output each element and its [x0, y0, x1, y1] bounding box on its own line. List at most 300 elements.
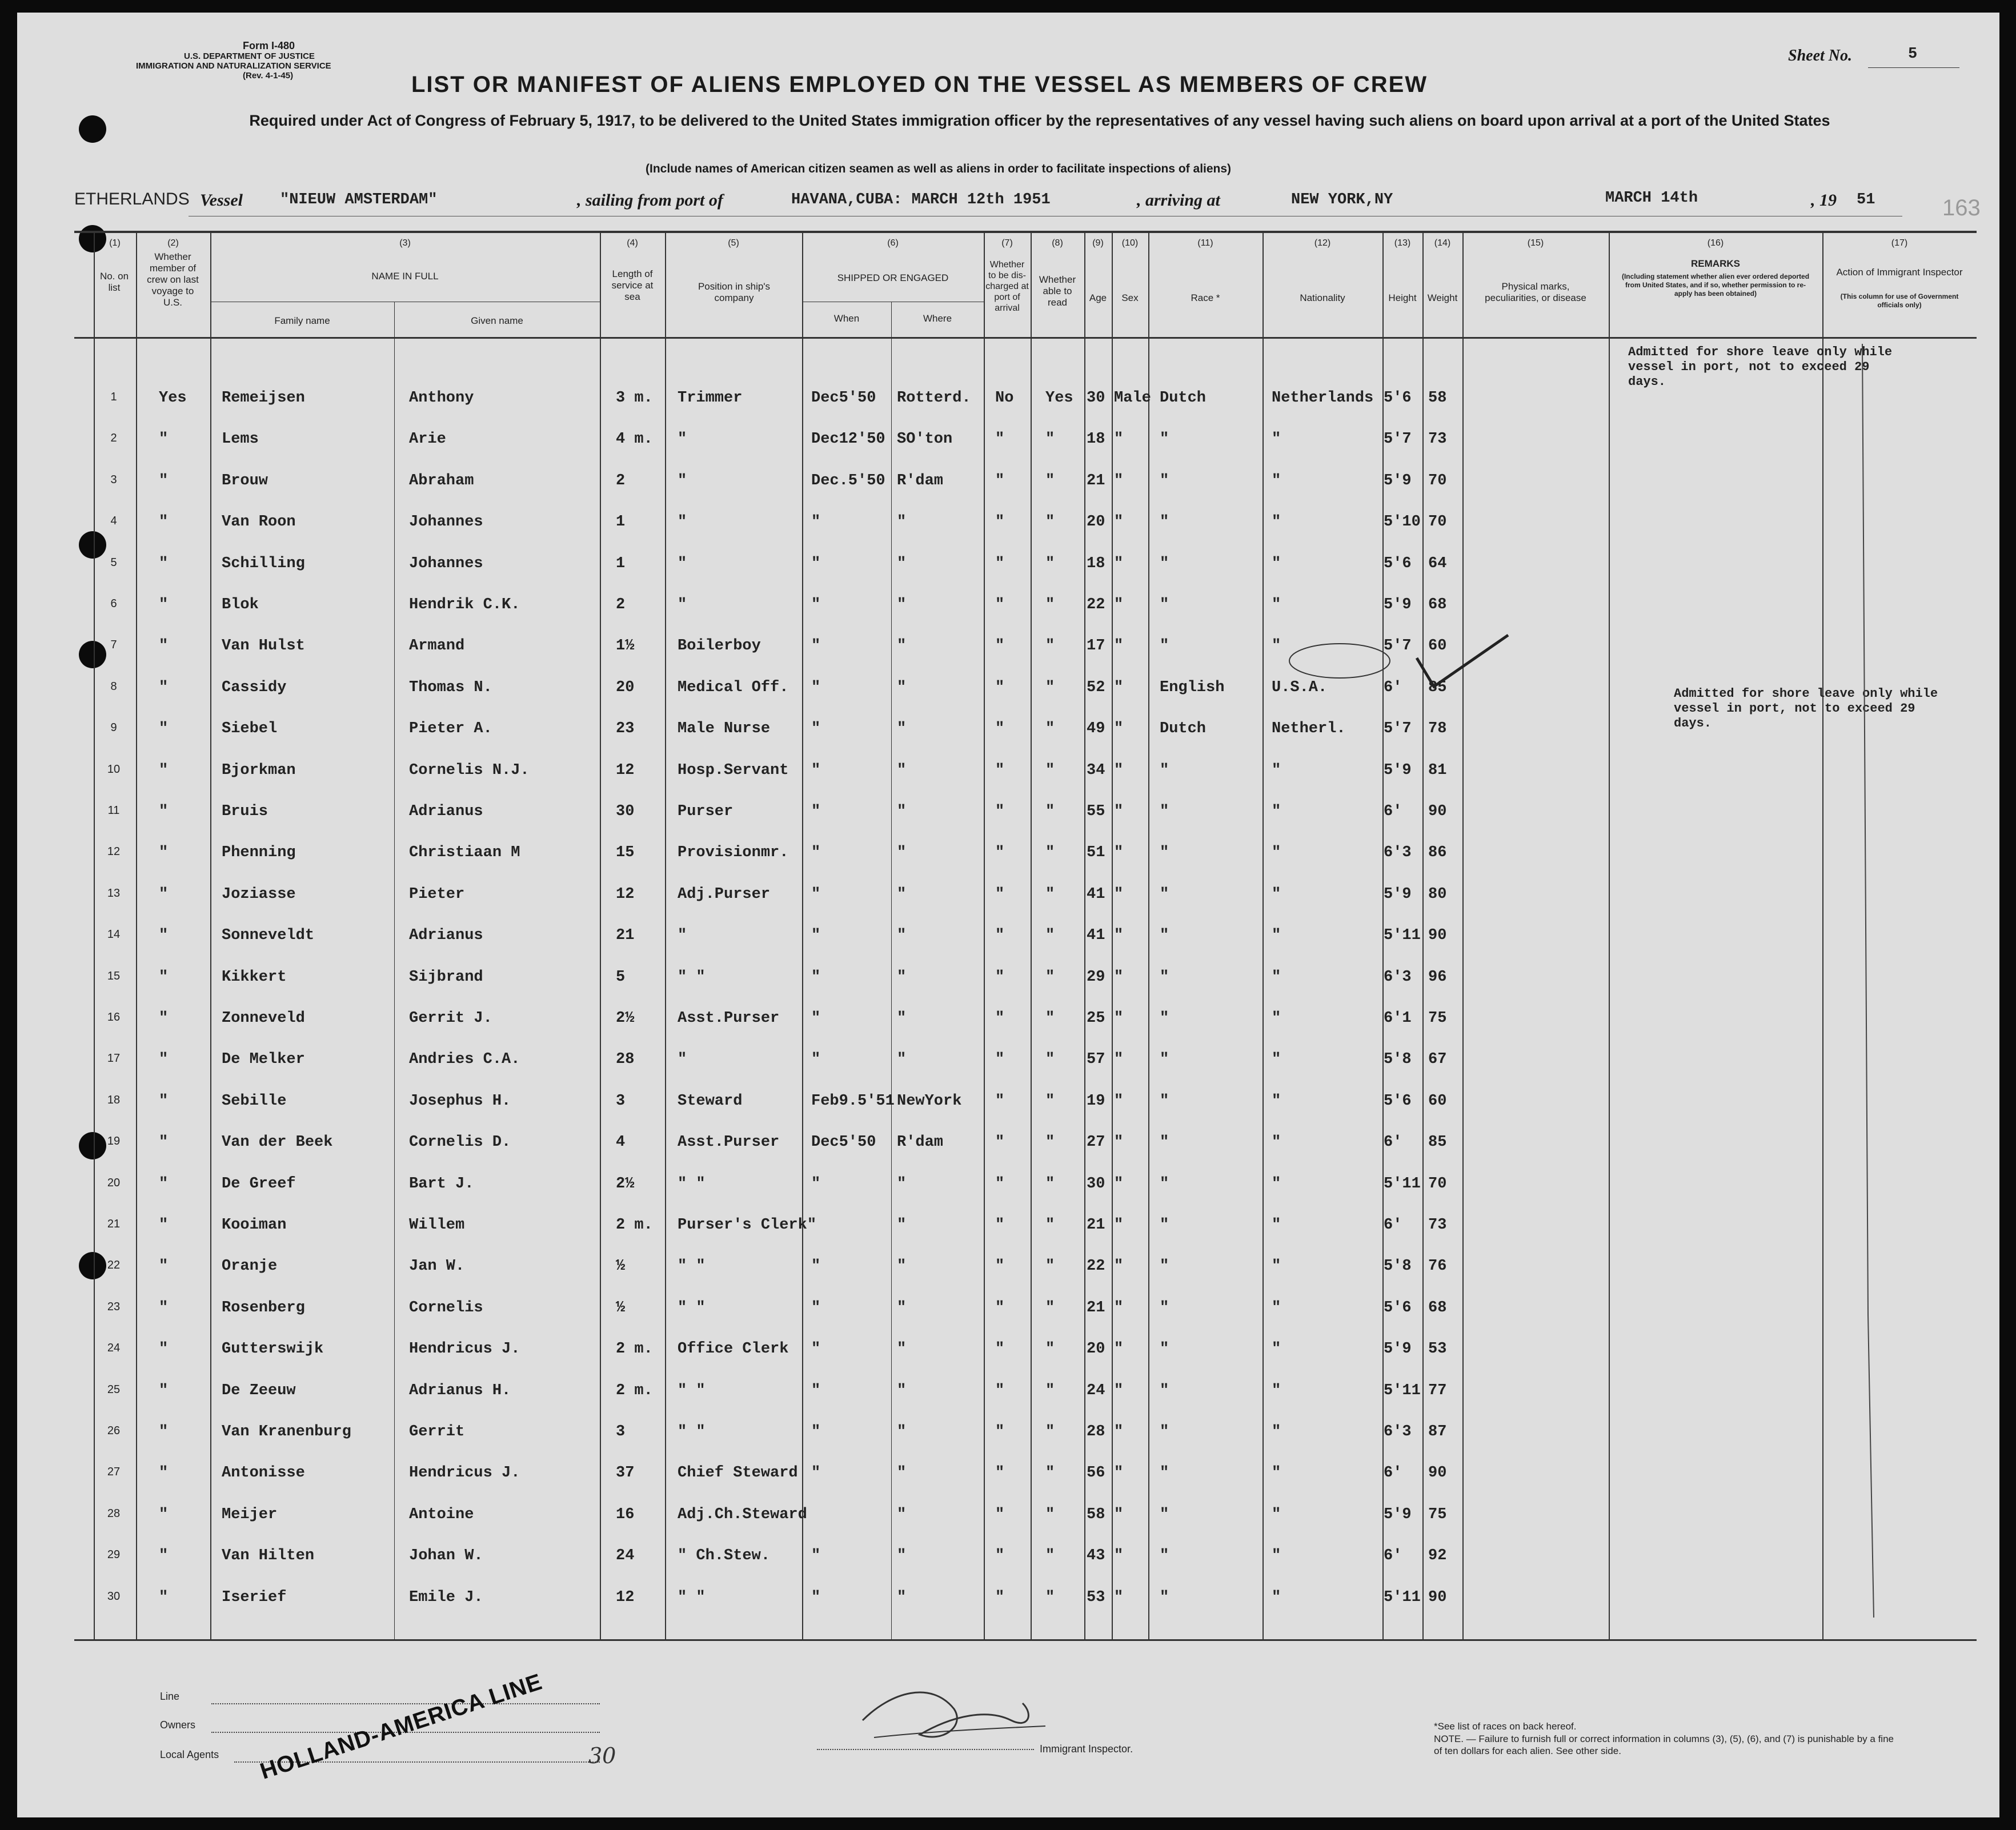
row-number: 15: [107, 970, 121, 982]
cell-when: ": [811, 927, 821, 944]
cell-age: 18: [1087, 431, 1105, 448]
vessel-name: "NIEUW AMSTERDAM": [280, 191, 438, 208]
cell-family: Sebille: [222, 1093, 287, 1110]
cell-crew: ": [159, 1423, 169, 1440]
cell-read: ": [1045, 1506, 1055, 1523]
cell-race: ": [1160, 1010, 1169, 1027]
col-head-name: NAME IN FULL: [371, 271, 439, 282]
cell-family: De Zeeuw: [222, 1382, 296, 1399]
col-head-weight: Weight: [1427, 292, 1458, 303]
cell-where: ": [897, 679, 907, 696]
cell-position: " ": [678, 1382, 706, 1399]
cell-age: 20: [1087, 1341, 1105, 1358]
cell-disch: ": [995, 1051, 1005, 1068]
cell-position: " ": [678, 1175, 706, 1193]
col-head-position: Position in ship's company: [698, 281, 771, 303]
cell-crew: ": [159, 1464, 169, 1482]
manifest-sheet: [17, 13, 1999, 1817]
cell-weight: 78: [1428, 720, 1447, 737]
cell-family: Zonneveld: [222, 1010, 305, 1027]
cell-given: Cornelis: [409, 1299, 483, 1317]
cell-family: Remeijsen: [222, 390, 305, 407]
cell-sex: ": [1114, 886, 1124, 903]
cell-disch: ": [995, 844, 1005, 861]
arrival-date: MARCH 14th: [1605, 190, 1698, 207]
cell-family: Kooiman: [222, 1217, 287, 1234]
cell-position: Steward: [678, 1093, 743, 1110]
cell-crew: ": [159, 762, 169, 779]
cell-given: Hendricus J.: [409, 1341, 520, 1358]
cell-where: ": [897, 1423, 907, 1440]
cell-when: ": [811, 1382, 821, 1399]
cell-position: Office Clerk: [678, 1341, 789, 1358]
cell-crew: ": [159, 555, 169, 572]
cell-where: ": [897, 1382, 907, 1399]
inspector-signature: [840, 1669, 1080, 1755]
cell-given: Adrianus H.: [409, 1382, 511, 1399]
cell-nat: ": [1272, 1051, 1281, 1068]
cell-read: Yes: [1045, 390, 1073, 407]
cell-sex: ": [1114, 679, 1124, 696]
arriving-at: NEW YORK,NY: [1291, 191, 1393, 208]
col-num-10: (10): [1121, 238, 1139, 248]
cell-read: ": [1045, 637, 1055, 655]
cell-read: ": [1045, 1010, 1055, 1027]
cell-family: Van Hilten: [222, 1547, 315, 1564]
cell-where: ": [897, 762, 907, 779]
cell-height: 6'3: [1384, 844, 1412, 861]
cell-read: ": [1045, 1134, 1055, 1151]
cell-disch: ": [995, 1093, 1005, 1110]
row-number: 9: [110, 721, 117, 734]
column-divider: [891, 302, 892, 1639]
cell-given: Cornelis D.: [409, 1134, 511, 1151]
cell-given: Hendrik C.K.: [409, 596, 520, 613]
row-number: 30: [107, 1590, 121, 1603]
cell-given: Gerrit J.: [409, 1010, 492, 1027]
cell-read: ": [1045, 1299, 1055, 1317]
row-number: 13: [107, 887, 121, 900]
cell-age: 28: [1087, 1423, 1105, 1440]
cell-where: ": [897, 596, 907, 613]
row-number: 11: [107, 804, 120, 817]
cell-family: Cassidy: [222, 679, 287, 696]
form-number: Form I-480: [243, 40, 295, 51]
cell-family: Brouw: [222, 472, 268, 489]
cell-given: Abraham: [409, 472, 474, 489]
cell-family: Joziasse: [222, 886, 296, 903]
cell-sex: ": [1114, 1175, 1124, 1193]
cell-position: ": [678, 472, 687, 489]
cell-disch: ": [995, 472, 1005, 489]
cell-where: ": [897, 886, 907, 903]
cell-disch: ": [995, 720, 1005, 737]
cell-sex: ": [1114, 1051, 1124, 1068]
cell-sex: ": [1114, 1589, 1124, 1606]
cell-nat: ": [1272, 637, 1281, 655]
cell-family: Antonisse: [222, 1464, 305, 1482]
cell-height: 5'11: [1384, 1382, 1421, 1399]
nationality-circle: [1285, 641, 1394, 681]
cell-where: ": [897, 1217, 907, 1234]
cell-when: ": [811, 886, 821, 903]
cell-service: 5: [616, 969, 626, 986]
row-number: 24: [107, 1342, 121, 1354]
cell-when: ": [811, 1589, 821, 1606]
cell-height: 6': [1384, 679, 1402, 696]
cell-read: ": [1045, 1341, 1055, 1358]
cell-sex: ": [1114, 1547, 1124, 1564]
cell-given: Bart J.: [409, 1175, 474, 1193]
cell-crew: ": [159, 472, 169, 489]
cell-read: ": [1045, 1589, 1055, 1606]
cell-weight: 73: [1428, 1217, 1447, 1234]
cell-sex: ": [1114, 1010, 1124, 1027]
cell-nat: ": [1272, 1341, 1281, 1358]
cell-sex: ": [1114, 1134, 1124, 1151]
cell-family: Bjorkman: [222, 762, 296, 779]
cell-when: ": [811, 513, 821, 531]
cell-crew: ": [159, 1093, 169, 1110]
cell-disch: ": [995, 886, 1005, 903]
cell-age: 55: [1087, 803, 1105, 820]
cell-disch: ": [995, 1341, 1005, 1358]
cell-crew: ": [159, 637, 169, 655]
cell-disch: ": [995, 431, 1005, 448]
col-num-6: (6): [887, 238, 899, 248]
vessel-flag: ETHERLANDS: [74, 190, 190, 208]
cell-crew: ": [159, 844, 169, 861]
row-number: 8: [110, 680, 117, 693]
cell-age: 17: [1087, 637, 1105, 655]
col-head-read: Whether able to read: [1039, 274, 1076, 308]
cell-when: ": [811, 1547, 821, 1564]
cell-read: ": [1045, 1093, 1055, 1110]
cell-sex: ": [1114, 1217, 1124, 1234]
cell-service: 4 m.: [616, 431, 653, 448]
cell-height: 5'11: [1384, 927, 1421, 944]
cell-race: English: [1160, 679, 1225, 696]
cell-weight: 70: [1428, 472, 1447, 489]
cell-crew: ": [159, 969, 169, 986]
cell-disch: ": [995, 1589, 1005, 1606]
cell-when: ": [811, 555, 821, 572]
cell-read: ": [1045, 1464, 1055, 1482]
cell-race: ": [1160, 596, 1169, 613]
cell-position: Adj.Purser: [678, 886, 771, 903]
cell-given: Thomas N.: [409, 679, 492, 696]
cell-where: R'dam: [897, 1134, 944, 1151]
cell-where: ": [897, 555, 907, 572]
cell-where: ": [897, 1175, 907, 1193]
cell-nat: ": [1272, 1175, 1281, 1193]
cell-family: Kikkert: [222, 969, 287, 986]
cell-sex: ": [1114, 555, 1124, 572]
col-num-15: (15): [1527, 238, 1544, 248]
cell-sex: ": [1114, 1506, 1124, 1523]
cell-read: ": [1045, 679, 1055, 696]
cell-where: ": [897, 844, 907, 861]
cell-height: 5'6: [1384, 555, 1412, 572]
cell-service: 12: [616, 762, 635, 779]
sheet-value: 5: [1908, 46, 1918, 63]
cell-height: 5'6: [1384, 1093, 1412, 1110]
cell-weight: 58: [1428, 390, 1447, 407]
cell-age: 20: [1087, 513, 1105, 531]
column-divider: [136, 232, 137, 1639]
row-number: 29: [107, 1548, 121, 1561]
cell-race: ": [1160, 803, 1169, 820]
cell-disch: ": [995, 1547, 1005, 1564]
cell-age: 19: [1087, 1093, 1105, 1110]
cell-position: Asst.Purser: [678, 1010, 780, 1027]
cell-position: " Ch.Stew.: [678, 1547, 771, 1564]
cell-nat: ": [1272, 886, 1281, 903]
cell-nat: U.S.A.: [1272, 679, 1328, 696]
cell-nat: Netherlands: [1272, 390, 1374, 407]
cell-read: ": [1045, 844, 1055, 861]
col-num-3: (3): [399, 238, 411, 248]
cell-age: 56: [1087, 1464, 1105, 1482]
cell-nat: ": [1272, 1134, 1281, 1151]
cell-where: Rotterd.: [897, 390, 971, 407]
cell-age: 58: [1087, 1506, 1105, 1523]
cell-given: Antoine: [409, 1506, 474, 1523]
row-number: 5: [110, 556, 117, 569]
cell-race: ": [1160, 1134, 1169, 1151]
cell-when: Dec.5'50: [811, 472, 885, 489]
cell-given: Hendricus J.: [409, 1464, 520, 1482]
cell-nat: ": [1272, 1217, 1281, 1234]
cell-weight: 96: [1428, 969, 1447, 986]
col-num-14: (14): [1434, 238, 1451, 248]
cell-age: 22: [1087, 596, 1105, 613]
cell-disch: ": [995, 1217, 1005, 1234]
cell-service: 12: [616, 1589, 635, 1606]
cell-service: 3 m.: [616, 390, 653, 407]
cell-weight: 68: [1428, 1299, 1447, 1317]
cell-service: 2: [616, 472, 626, 489]
cell-position: Trimmer: [678, 390, 743, 407]
col-head-action-sub: (This column for use of Government officials only): [1840, 292, 1959, 309]
agents-handwritten-mark: 30: [588, 1743, 616, 1768]
cell-family: Sonneveldt: [222, 927, 315, 944]
cell-age: 25: [1087, 1010, 1105, 1027]
cell-position: Hosp.Servant: [678, 762, 789, 779]
col-head-nationality: Nationality: [1300, 292, 1345, 303]
cell-sex: ": [1114, 1464, 1124, 1482]
cell-crew: ": [159, 1341, 169, 1358]
cell-nat: ": [1272, 1547, 1281, 1564]
cell-disch: ": [995, 596, 1005, 613]
cell-height: 6': [1384, 1217, 1402, 1234]
cell-family: Schilling: [222, 555, 305, 572]
cell-disch: ": [995, 1299, 1005, 1317]
cell-race: ": [1160, 1175, 1169, 1193]
cell-position: Purser: [678, 803, 734, 820]
col-head-remarks-sub: (Including statement whether alien ever ordered deported from United States, and if so, whether permission to re-apply has been obtained): [1621, 272, 1810, 298]
col-num-9: (9): [1092, 238, 1104, 248]
column-divider: [802, 232, 803, 1639]
col-head-age: Age: [1089, 292, 1107, 303]
cell-age: 34: [1087, 762, 1105, 779]
row-number: 17: [107, 1052, 121, 1065]
cell-given: Johan W.: [409, 1547, 483, 1564]
row-number: 14: [107, 928, 121, 941]
col-head-height: Height: [1388, 292, 1417, 303]
cell-read: ": [1045, 762, 1055, 779]
page-corner-number: 163: [1942, 195, 1981, 220]
cell-service: 30: [616, 803, 635, 820]
cell-age: 21: [1087, 1217, 1105, 1234]
cell-weight: 73: [1428, 431, 1447, 448]
cell-height: 5'7: [1384, 637, 1412, 655]
cell-crew: Yes: [159, 390, 187, 407]
cell-sex: ": [1114, 1258, 1124, 1275]
cell-when: ": [811, 762, 821, 779]
cell-height: 5'11: [1384, 1175, 1421, 1193]
cell-where: NewYork: [897, 1093, 962, 1110]
cell-position: Chief Steward: [678, 1464, 798, 1482]
cell-height: 5'9: [1384, 1506, 1412, 1523]
cell-race: ": [1160, 1506, 1169, 1523]
cell-nat: ": [1272, 1589, 1281, 1606]
cell-crew: ": [159, 1547, 169, 1564]
column-divider: [984, 232, 985, 1639]
cell-when: ": [811, 844, 821, 861]
cell-position: ": [678, 1051, 687, 1068]
cell-family: Rosenberg: [222, 1299, 305, 1317]
department-name: U.S. DEPARTMENT OF JUSTICE: [184, 51, 315, 61]
cell-age: 21: [1087, 472, 1105, 489]
cell-weight: 90: [1428, 1589, 1447, 1606]
cell-sex: ": [1114, 844, 1124, 861]
cell-crew: ": [159, 1589, 169, 1606]
cell-family: De Greef: [222, 1175, 296, 1193]
cell-height: 5'8: [1384, 1258, 1412, 1275]
cell-given: Willem: [409, 1217, 465, 1234]
row-number: 23: [107, 1301, 121, 1313]
cell-service: 2: [616, 596, 626, 613]
cell-position: " ": [678, 1258, 706, 1275]
cell-crew: ": [159, 679, 169, 696]
cell-where: ": [897, 1299, 907, 1317]
cell-read: ": [1045, 1382, 1055, 1399]
cell-age: 41: [1087, 886, 1105, 903]
cell-when: ": [811, 596, 821, 613]
row-number: 21: [107, 1218, 121, 1230]
cell-service: 2 m.: [616, 1382, 653, 1399]
cell-race: ": [1160, 762, 1169, 779]
row-number: 19: [107, 1135, 121, 1147]
cell-nat: ": [1272, 1423, 1281, 1440]
row-number: 22: [107, 1259, 121, 1271]
cell-family: Meijer: [222, 1506, 278, 1523]
cell-disch: ": [995, 513, 1005, 531]
cell-nat: ": [1272, 1382, 1281, 1399]
cell-race: ": [1160, 1093, 1169, 1110]
cell-race: ": [1160, 1341, 1169, 1358]
cell-when: Dec12'50: [811, 431, 885, 448]
cell-disch: ": [995, 679, 1005, 696]
punch-hole: [79, 115, 106, 143]
row-number: 16: [107, 1011, 121, 1024]
cell-weight: 67: [1428, 1051, 1447, 1068]
column-divider: [665, 232, 666, 1639]
cell-race: ": [1160, 555, 1169, 572]
cell-given: Anthony: [409, 390, 474, 407]
cell-crew: ": [159, 596, 169, 613]
cell-weight: 85: [1428, 679, 1447, 696]
cell-weight: 77: [1428, 1382, 1447, 1399]
cell-race: ": [1160, 1217, 1169, 1234]
cell-family: Van der Beek: [222, 1134, 333, 1151]
cell-nat: ": [1272, 1506, 1281, 1523]
cell-sex: ": [1114, 513, 1124, 531]
cell-weight: 76: [1428, 1258, 1447, 1275]
cell-service: ½: [616, 1299, 626, 1317]
cell-position: ": [678, 927, 687, 944]
column-divider: [1822, 232, 1823, 1639]
manifest-subtitle: Required under Act of Congress of February 5, 1917, to be delivered to the United States immigration officer by the representatives of any vessel having such aliens on board upon arrival at a port of the United States: [249, 112, 1830, 129]
col-head-when: When: [833, 313, 860, 324]
column-divider: [1462, 232, 1464, 1639]
cell-where: ": [897, 720, 907, 737]
cell-height: 5'10: [1384, 513, 1421, 531]
cell-given: Jan W.: [409, 1258, 465, 1275]
cell-age: 53: [1087, 1589, 1105, 1606]
cell-read: ": [1045, 596, 1055, 613]
form-revision: (Rev. 4-1-45): [243, 71, 294, 81]
remark-shore-leave-middle: Admitted for shore leave only while vessel in port, not to exceed 29 days.: [1674, 687, 1938, 731]
column-divider: [1148, 232, 1149, 1639]
cell-nat: ": [1272, 969, 1281, 986]
cell-crew: ": [159, 1258, 169, 1275]
column-divider: [1609, 232, 1610, 1639]
cell-read: ": [1045, 1051, 1055, 1068]
cell-sex: ": [1114, 1423, 1124, 1440]
row-number: 6: [110, 597, 117, 610]
col-num-4: (4): [627, 238, 638, 248]
cell-sex: ": [1114, 596, 1124, 613]
cell-service: 2½: [616, 1175, 635, 1193]
cell-family: Blok: [222, 596, 259, 613]
cell-age: 22: [1087, 1258, 1105, 1275]
cell-race: ": [1160, 637, 1169, 655]
cell-read: ": [1045, 969, 1055, 986]
cell-given: Cornelis N.J.: [409, 762, 530, 779]
cell-disch: No: [995, 390, 1014, 407]
cell-service: 2½: [616, 1010, 635, 1027]
cell-weight: 53: [1428, 1341, 1447, 1358]
cell-family: De Melker: [222, 1051, 305, 1068]
cell-read: ": [1045, 1175, 1055, 1193]
cell-family: Van Kranenburg: [222, 1423, 351, 1440]
cell-when: ": [811, 1258, 821, 1275]
cell-where: ": [897, 1051, 907, 1068]
cell-age: 21: [1087, 1299, 1105, 1317]
cell-service: ½: [616, 1258, 626, 1275]
column-divider: [394, 302, 395, 1639]
cell-position: " ": [678, 1299, 706, 1317]
cell-race: ": [1160, 513, 1169, 531]
cell-when: ": [811, 1423, 821, 1440]
cell-sex: ": [1114, 472, 1124, 489]
cell-service: 28: [616, 1051, 635, 1068]
year-suffix: 51: [1857, 191, 1875, 208]
cell-when: ": [811, 1341, 821, 1358]
cell-race: ": [1160, 844, 1169, 861]
